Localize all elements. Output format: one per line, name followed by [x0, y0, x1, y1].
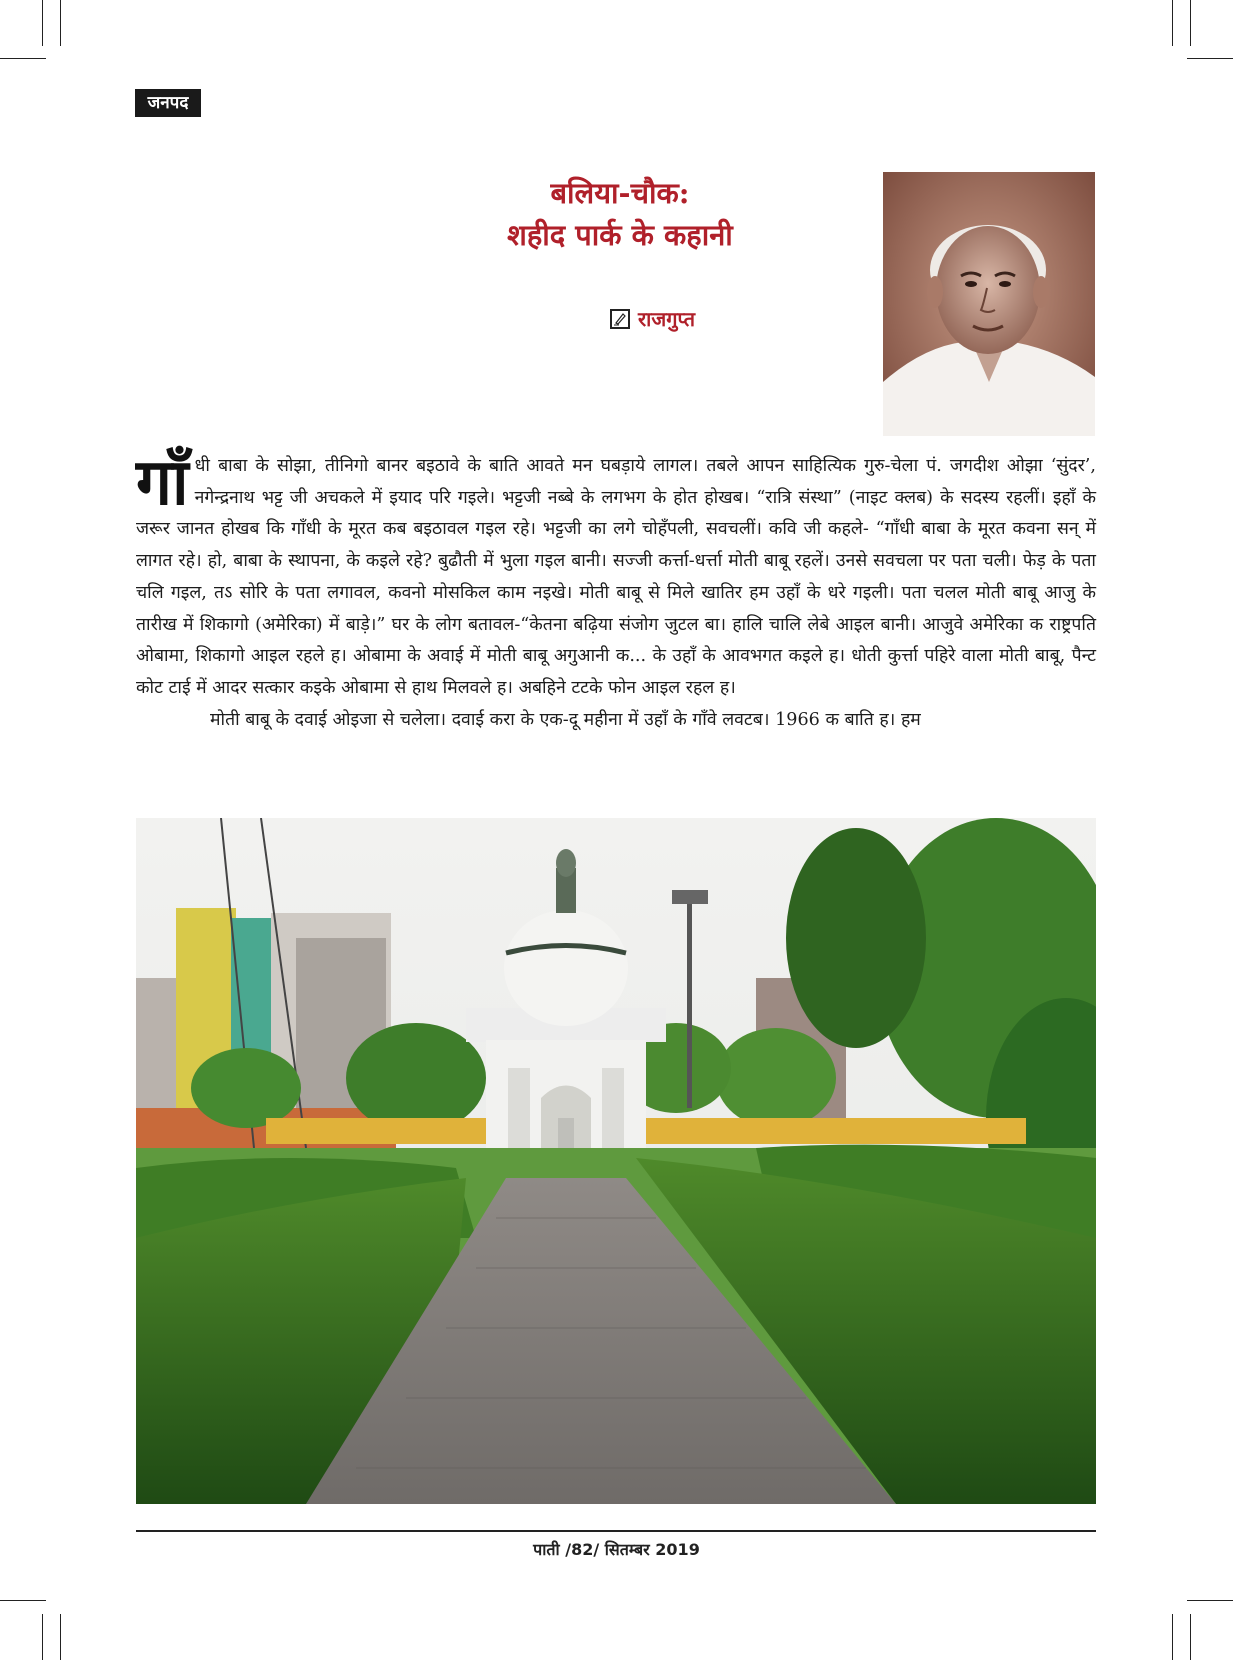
crop-mark [60, 1614, 61, 1660]
crop-mark [1187, 1600, 1233, 1601]
article-title [420, 172, 820, 256]
section-tag: जनपद [135, 89, 201, 117]
crop-mark [1190, 0, 1191, 46]
title-line-1: बलिया-चौक: [550, 176, 690, 210]
title-line-2: शहीद पार्क के कहानी [507, 218, 733, 252]
paragraph-2: मोती बाबू के दवाई ओइजा से चलेला। दवाई करा के एक-दू महीना में उहाँ के गाँवे लवटब। 1966 क बाति ह। हम [210, 709, 921, 730]
crop-mark [1172, 0, 1173, 46]
footer-rule [136, 1530, 1096, 1532]
paragraph-1: धी बाबा के सोझा, तीनिगो बानर बइठावे के बाति आवते मन घबड़ाये लागल। तबले आपन साहित्यिक गुरु-चेला पं. जगदीश ओझा ‘सुंदर’, नगेन्द्रनाथ भट्ट जी अचकले में इयाद परि गइले। भट्टजी नब्बे के लगभग के होत होखब। “रात्रि संस्था” (नाइट क्लब) के सदस्य रहलीं। इहाँ के जरूर जानत होखब कि गाँधी के मूरत कब बइठावल गइल रहे। भट्टजी का लगे चोहँपली, सवचलीं। कवि जी कहले- “गाँधी बाबा के मूरत कवना सन् में लागत रहे। हो, बाबा के स्थापना, के कइले रहे? बुढौती में भुला गइल बानी। सज्जी कर्त्ता-धर्त्ता मोती बाबू रहलें। उनसे सवचला पर पता चली। फेड़ के पता चलि गइल, तऽ सोरि के पता लगावल, कवनो मोसकिल काम नइखे। मोती बाबू से मिले खातिर हम उहाँ के धरे गइली। पता चलल मोती बाबू आजु के तारीख में शिकागो (अमेरिका) में बाड़े।” घर के लोग बतावल-“केतना बढ़िया संजोग जुटल बा। हालि चालि लेबे आइल बानी। आजुवे अमेरिका क राष्ट्रपति ओबामा, शिकागो आइल रहले ह। ओबामा के अवाई में मोती बाबू अगुआनी क... के उहाँ के आवभगत कइले ह। धोती कुर्त्ता पहिरे वाला मोती बाबू, पैन्ट कोट टाई में आदर सत्कार कइके ओबामा से हाथ मिलवले ह। अबहिने टटके फोन आइल रहल ह। [136, 456, 1096, 698]
article-body [136, 445, 1096, 736]
crop-mark [0, 58, 46, 59]
shaheed-park-photo [136, 818, 1096, 1504]
pen-icon [610, 309, 630, 329]
crop-mark [1172, 1614, 1173, 1660]
crop-mark [1187, 58, 1233, 59]
crop-mark [0, 1600, 46, 1601]
crop-mark [60, 0, 61, 46]
author-name: राजगुप्त [638, 307, 696, 331]
page-footer: पाती /82/ सितम्बर 2019 [533, 1540, 700, 1559]
crop-mark [1190, 1614, 1191, 1660]
author-portrait [883, 172, 1095, 436]
drop-cap: गाँ [136, 445, 189, 520]
crop-mark [42, 1614, 43, 1660]
crop-mark [42, 0, 43, 46]
author-byline [610, 305, 695, 332]
